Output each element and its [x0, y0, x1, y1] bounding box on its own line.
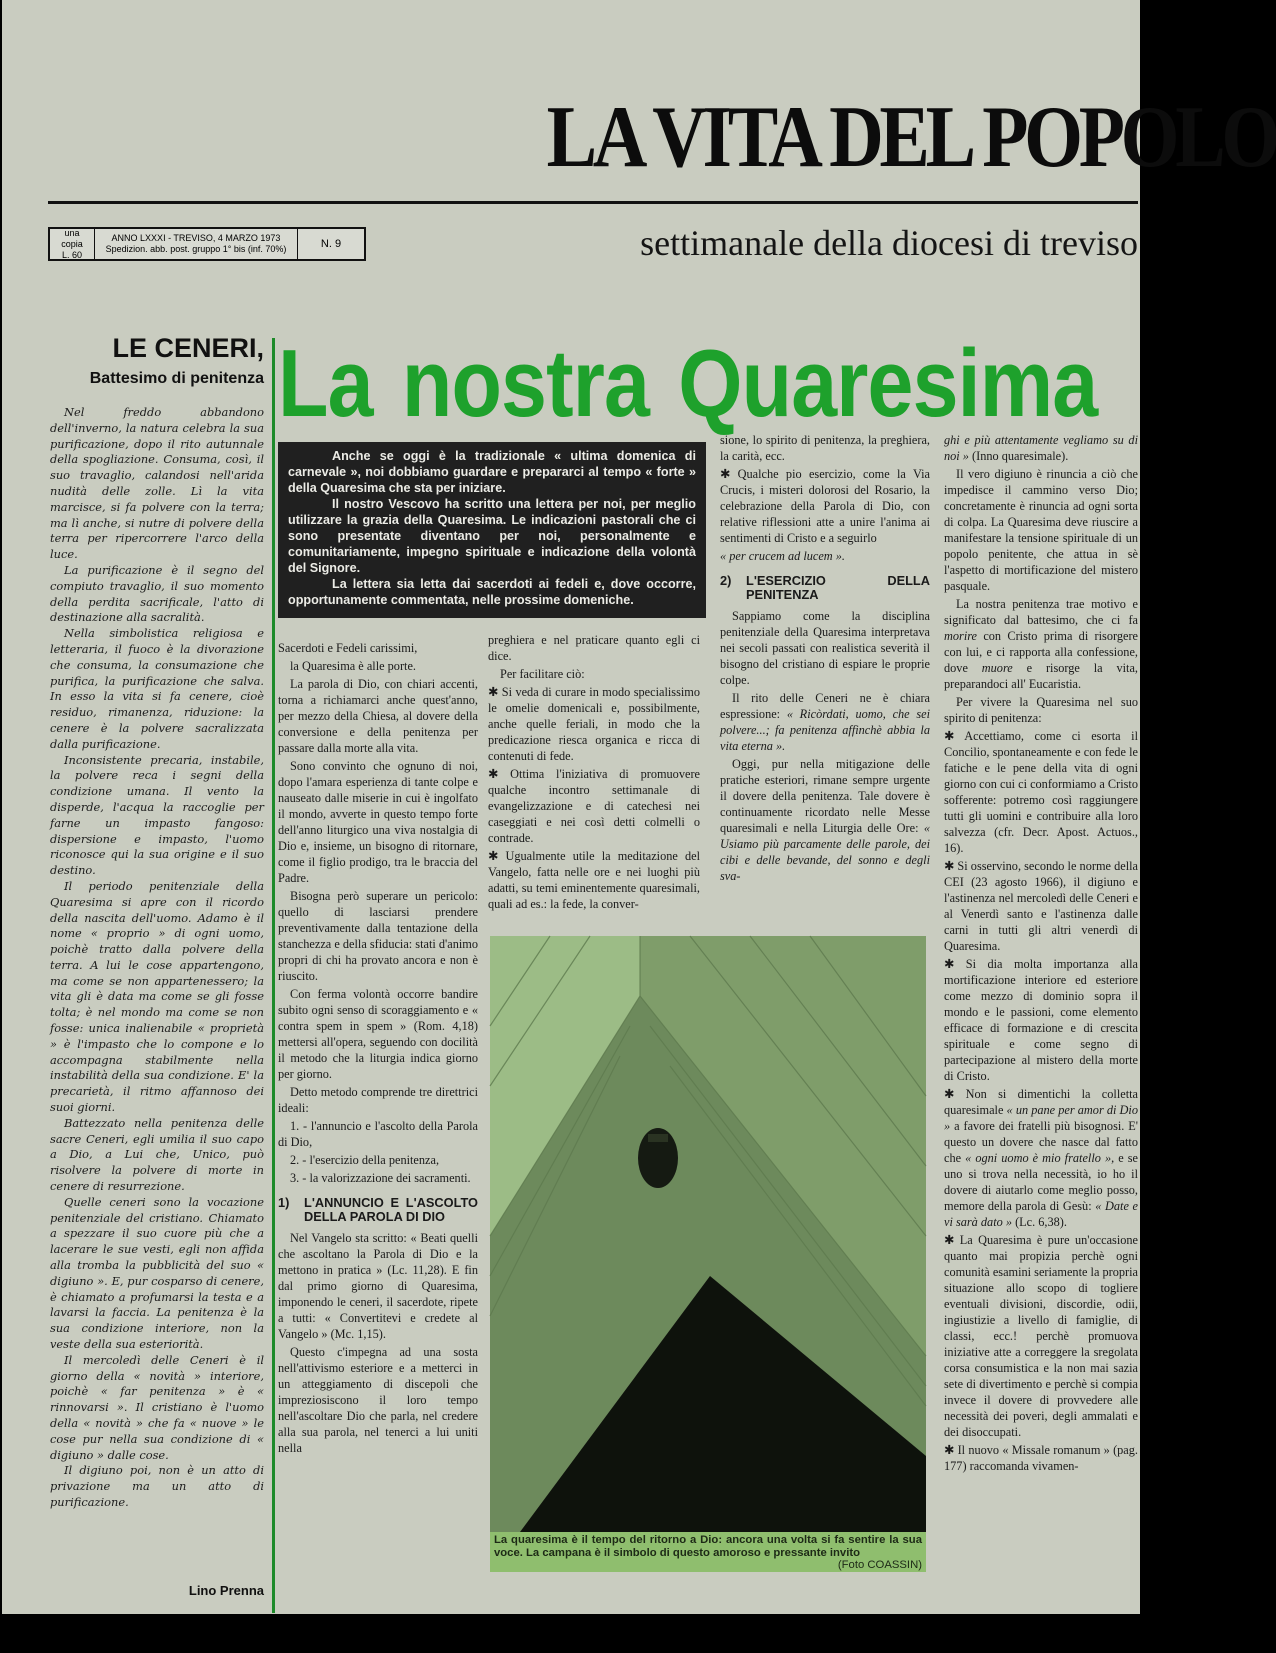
sidebar-paragraph: Inconsistente precaria, instabile, la polvere reca i segni della condizione umana. Il vento la disperde, l'acqua la raccoglie per farne un impasto fangoso: dispersione e impasto, l'uomo riconosce qui la sua origine e il suo destino. [50, 752, 264, 878]
article-paragraph: Nel Vangelo sta scritto: « Beati quelli che ascoltano la Parola di Dio e la mettono in pratica » (Lc. 11,28). E fin dal primo giorno di Quaresima, imponendo le ceneri, il sacerdote, ripete a tutti: « Convertitevi e credete al Vangelo » (Mc. 1,15). [278, 1231, 478, 1341]
headline-word: nostra [401, 330, 650, 437]
price-cell [50, 229, 95, 259]
section-title: L'ANNUNCIO E L'ASCOLTO DELLA PAROLA DI DIO [304, 1195, 478, 1224]
sidebar-paragraph: Il periodo penitenziale della Quaresima si apre con il ricordo della nascita dell'uomo. Adamo è il nome « proprio » di ogni uomo, poichè tratto dalla polvere della terra. A lui le cose appartengono, ma come se non appartenessero; la vita gli è data ma come se gli fosse tolta; è nel mondo ma come se non fosse: unica inalienabile « proprietà » è l'impasto che lo compone e lo accompagna stabilmente nella instabilità della sua condizione. E' la precarietà, il ritmo affannoso dei suoi giorni. [50, 878, 264, 1115]
photo-caption [490, 1532, 926, 1572]
article-paragraph [944, 432, 1138, 464]
quote: « ogni uomo è mio fratello », [965, 1151, 1115, 1165]
article-paragraph: La parola di Dio, con chiari accenti, torna a richiamarci anche quest'anno, per mezzo della Chiesa, al dovere della conversione e della penitenza per passare dalla morte alla vita. [278, 677, 478, 755]
emphasis: muore [981, 661, 1013, 675]
intro-box [278, 442, 706, 618]
text-run: a favore dei fratelli più bisognosi. E' questo un dovere che nasce dal fatto che [944, 1119, 1138, 1165]
article-paragraph: Per vivere la Quaresima nel suo spirito di penitenza: [944, 695, 1138, 725]
quote: « Usiamo più parcamente delle parole, dei cibi e delle bevande, del sonno e degli sva- [720, 821, 931, 883]
section-number: 1) [278, 1195, 290, 1210]
quote: « Date e vi sarà dato » [944, 1199, 1138, 1229]
article-paragraph [944, 596, 1138, 692]
article-paragraph: Questo c'impegna ad una sosta nell'attivismo esteriore e a metterci in un atteggiamento di discepoli che impreziosiscono il loro tempo nell'ascoltare Dio che parla, nel credere alla sua parola, nel tenerci a lui uniti nella [278, 1345, 478, 1455]
section-2-heading [720, 574, 930, 602]
intro-paragraph: Il nostro Vescovo ha scritto una lettera per noi, per meglio utilizzare la grazia della Quaresima. Le indicazioni pastorali che ci sono presentate diventano per noi, personalmente e comunitariamente, impegno spirituale e indicazione della volontà del Signore. [288, 497, 696, 575]
photo-credit: (Foto COASSIN) [837, 1559, 922, 1571]
bullet-item [944, 1086, 1138, 1230]
article-paragraph: Bisogna però superare un pericolo: quello di lasciarsi prendere preventivamente dalla tentazione della stanchezza e della sfiducia: stati d'animo propri di chi ha provato ancora e non è riuscito. [278, 889, 478, 983]
price-label: una copia [61, 227, 83, 249]
text-run: ✱ Non si dimentichi la colletta quaresimale [944, 1087, 1138, 1117]
list-item: 3. - la valorizzazione dei sacramenti. [290, 1171, 471, 1185]
latin-quote: « per crucem ad lucem ». [720, 549, 845, 563]
bullet-item: ✱ Accettiamo, come ci esorta il Concilio, spontaneamente e con fede le fatiche e le pene della vita di ogni giorno con cui ci conformiamo a Cristo sofferente: potremo così raggiungere tutti gli uomini e contribuire alla loro salvezza (cfr. Decr. Apost. Actuos., 16). [944, 729, 1138, 855]
bullet-item: ✱ Si osservino, secondo le norme della CEI (23 agosto 1966), il digiuno e l'astinenza nel mercoledì delle Ceneri e al Venerdì santo e l'astinenza dalle carni in tutti gli altri venerdì di Quaresima. [944, 859, 1138, 953]
article-paragraph: Con ferma volontà occorre bandire subito ogni senso di scoraggiamento e « contra spem in spem » (Rom. 4,18) mettersi all'opera, seguendo con docilità il metodo che la liturgia indica giorno per giorno. [278, 987, 478, 1081]
issue-number-cell [298, 229, 364, 259]
headline-word: Quaresima [678, 330, 1098, 437]
price-value: L. 60 [61, 249, 83, 260]
article-paragraph [720, 690, 930, 754]
caption-text: La quaresima è il tempo del ritorno a Dio: ancora una volta si fa sentire la sua voce. La campana è il simbolo di questo amoroso e pressante invito [494, 1534, 922, 1559]
sidebar-body [50, 405, 264, 1511]
issue-number: N. 9 [320, 237, 342, 250]
section-number: 2) [720, 573, 732, 588]
bell-photo [490, 936, 926, 1532]
masthead-title: LA VITA DEL POPOLO [546, 89, 1276, 186]
sidebar-paragraph: La purificazione è il segno del compiuto travaglio, il suo momento della perdita sacrificale, l'atto di destinazione alla sacralità. [50, 562, 264, 625]
text-run: La nostra penitenza trae motivo e significato dal battesimo, che ci fa [944, 597, 1138, 627]
church-bell-ceiling-image [490, 936, 926, 1532]
article-paragraph: Per facilitare ciò: [500, 667, 585, 681]
sidebar-paragraph: Nel freddo abbandono dell'inverno, la natura celebra la sua purificazione, dopo il rito autunnale della spogliazione. Consuma, così, il suo travaglio, calandosi nell'arida nudità delle zolle. Lì la vita marcisce, si fa polvere con la terra; ma lì anche, si nutre di polvere della terra per ripercorrere l'arco della luce. [50, 405, 264, 562]
quote: « un pane per amor di Dio » [944, 1103, 1138, 1133]
article-paragraph [720, 756, 930, 884]
bullet-item: ✱ La Quaresima è pure un'occasione quanto mai propizia perchè ogni comunità esamini seriamente la propria situazione allo scopo di togliere eventuali divisioni, discordie, odii, ingiustizie a livello di famiglie, di classi, ecc.! perchè promuova iniziative atte a correggere la sregolata corsa consumistica e la non mai sazia sete di divertimento e perchè si compia invece il dovere di provvedere alle necessità dei poveri, degli ammalati e dei disoccupati. [944, 1233, 1138, 1439]
article-paragraph: Sono convinto che ognuno di noi, dopo l'amara esperienza di tante colpe e nauseato dalle miserie in cui è ingolfato il mondo, avverte in questo tempo forte dell'anno liturgico una viva nostalgia di Dio e, insieme, un bisogno di ritornare, come il figlio prodigo, tra le braccia del Padre. [278, 759, 478, 885]
issue-line-1: ANNO LXXXI - TREVISO, 4 MARZO 1973 [111, 233, 281, 243]
article-paragraph: Il vero digiuno è rinuncia a ciò che impedisce il cammino verso Dio; concretamente è rinuncia ad ogni sorta di colpa. La Quaresima deve riuscire a manifestare la tensione spirituale di un popolo penitente, che attua in sè l'aspetto di mortificazione del mistero pasquale. [944, 467, 1138, 593]
list-item: 2. - l'esercizio della penitenza, [290, 1153, 440, 1167]
quote: « Ricòrdati, uomo, che sei polvere...; fa penitenza affinchè abbia la vita eterna ». [720, 707, 931, 753]
list-item: 1. - l'annuncio e l'ascolto della Parola di Dio, [278, 1119, 478, 1149]
headline-word: La [278, 330, 373, 437]
sidebar-paragraph: Nella simbolistica religiosa e letteraria, il fuoco è la divorazione che consuma, la consumazione che purifica, la purificazione che salva. In esso la vita si fa cenere, cioè residuo, rimanenza, riduzione: la cenere è la polvere sacralizzata dalla purificazione. [50, 626, 264, 751]
article-paragraph: Detto metodo comprende tre direttrici ideali: [278, 1085, 478, 1115]
section-title: L'ESERCIZIO DELLA PENITENZA [746, 573, 930, 602]
bullet-item: ✱ Si dia molta importanza alla mortificazione interiore ed esteriore come mezzo di dominio sopra il mondo e le passioni, come elemento efficace di formazione e di crescita spirituale e come segno di partecipazione al mistero della morte di Cristo. [944, 957, 1138, 1083]
sidebar-paragraph: Il digiuno poi, non è un atto di privazione ma un atto di purificazione. [50, 1463, 264, 1509]
section-1-heading [278, 1196, 478, 1224]
salutation: Sacerdoti e Fedeli carissimi, [278, 641, 418, 655]
text-run: (Lc. 6,38). [1015, 1215, 1067, 1229]
masthead-subtitle: settimanale della diocesi di treviso [640, 223, 1138, 263]
issue-info-box [48, 227, 366, 261]
article-paragraph: la Quaresima è alle porte. [290, 659, 416, 673]
intro-paragraph: La lettera sia letta dai sacerdoti ai fedeli e, dove occorre, opportunamente commentata, nelle prossime domeniche. [288, 577, 696, 607]
text-run: con Cristo prima di risorgere con lui, e ci rapporta alla confessione, dove [944, 629, 1139, 675]
bullet-item: ✱ Si veda di curare in modo specialissimo le omelie domenicali e, possibilmente, anche quelle feriali, in modo che la predicazione riesca organica e ricca di contenuti di fede. [488, 685, 700, 763]
sidebar-paragraph: Il mercoledì delle Ceneri è il giorno della « novità » interiore, poichè « far penitenza » è « rinnovarsi ». Il cristiano è l'uomo della « novità » che fa « nuove » le cose pur nella sua condizione di « digiuno » dalle cose. [50, 1352, 264, 1462]
sidebar-paragraph: Quelle ceneri sono la vocazione penitenziale del cristiano. Chiamato a spezzare il suo cuore più che a lacerare le sue vesti, egli non affida alla tromba la pubblicità del suo « digiuno ». E, pur cosparso di cenere, è chiamato a profumarsi la testa e a lavarsi la faccia. La penitenza è la sua condizione interiore, non la veste della sua esteriorità. [50, 1194, 264, 1352]
article-paragraph: sione, lo spirito di penitenza, la preghiera, la carità, ecc. [720, 433, 930, 463]
article-column-2 [488, 632, 700, 914]
bullet-item: ✱ Ugualmente utile la meditazione del Vangelo, fatta nelle ore e nei luoghi più adatti, su temi eminentemente quaresimali, quali ad es.: la fede, la conver- [488, 849, 700, 911]
newspaper-page [2, 0, 1276, 1614]
text-run: e se uno si trova nella necessità, io ho il dovere di aiutarlo come meglio posso, memore della parola di Gesù: [944, 1151, 1138, 1213]
text-run: Oggi, pur nella mitigazione delle pratiche esteriori, rimane sempre urgente il dovere della penitenza. Tale dovere è continuamente ricordato nelle Messe quaresimali e nella Liturgia delle Ore: [720, 757, 930, 835]
sidebar-byline: Lino Prenna [188, 1583, 264, 1598]
sidebar-title: LE CENERI, [112, 333, 264, 363]
column-divider [272, 338, 275, 1613]
emphasis: morire [944, 629, 978, 643]
issue-line-2: Spedizion. abb. post. gruppo 1° bis (inf. 70%) [105, 244, 287, 254]
text-run: (Inno quaresimale). [972, 449, 1069, 463]
text-run: e risorge la vita, preparandoci all' Eucaristia. [944, 661, 1138, 691]
quote: ghi e più attentamente vegliamo su di noi » [944, 433, 1138, 463]
bullet-item: ✱ Il nuovo « Missale romanum » (pag. 177) raccomanda vivamen- [944, 1443, 1138, 1473]
text-run: Il rito delle Ceneri ne è chiara espressione: [720, 691, 930, 721]
sidebar-subtitle: Battesimo di penitenza [89, 370, 264, 387]
article-column-3 [720, 432, 930, 886]
masthead-rule [48, 201, 1138, 204]
sidebar-paragraph: Battezzato nella penitenza delle sacre Ceneri, egli umilia il suo capo a Dio, a Lui che, Unico, può risolvere la polvere di morte in cenere di resurrezione. [50, 1115, 264, 1194]
headline [278, 330, 1098, 437]
bullet-item: ✱ Ottima l'iniziativa di promuovere qualche incontro settimanale di evangelizzazione e di catechesi nei caseggiati e nei così detti colmelli o contrade. [488, 767, 700, 845]
article-column-4 [944, 432, 1138, 1476]
issue-details-cell [95, 229, 298, 259]
article-paragraph: preghiera e nel praticare quanto egli ci dice. [488, 633, 700, 663]
article-paragraph: Sappiamo come la disciplina penitenziale della Quaresima interpretava nei secoli passati con realistica severità il bisogno del cristiano di espiare le proprie colpe. [720, 609, 930, 687]
intro-paragraph: Anche se oggi è la tradizionale « ultima domenica di carnevale », noi dobbiamo guardare e prepararci al tempo « forte » della Quaresima che sta per iniziare. [288, 449, 696, 495]
article-column-1 [278, 640, 478, 1458]
bullet-item: ✱ Qualche pio esercizio, come la Via Crucis, i misteri dolorosi del Rosario, la celebrazione della Parola di Dio, con relative riflessioni atte a unire l'anima ai sentimenti di Cristo e a seguirlo [720, 467, 930, 545]
